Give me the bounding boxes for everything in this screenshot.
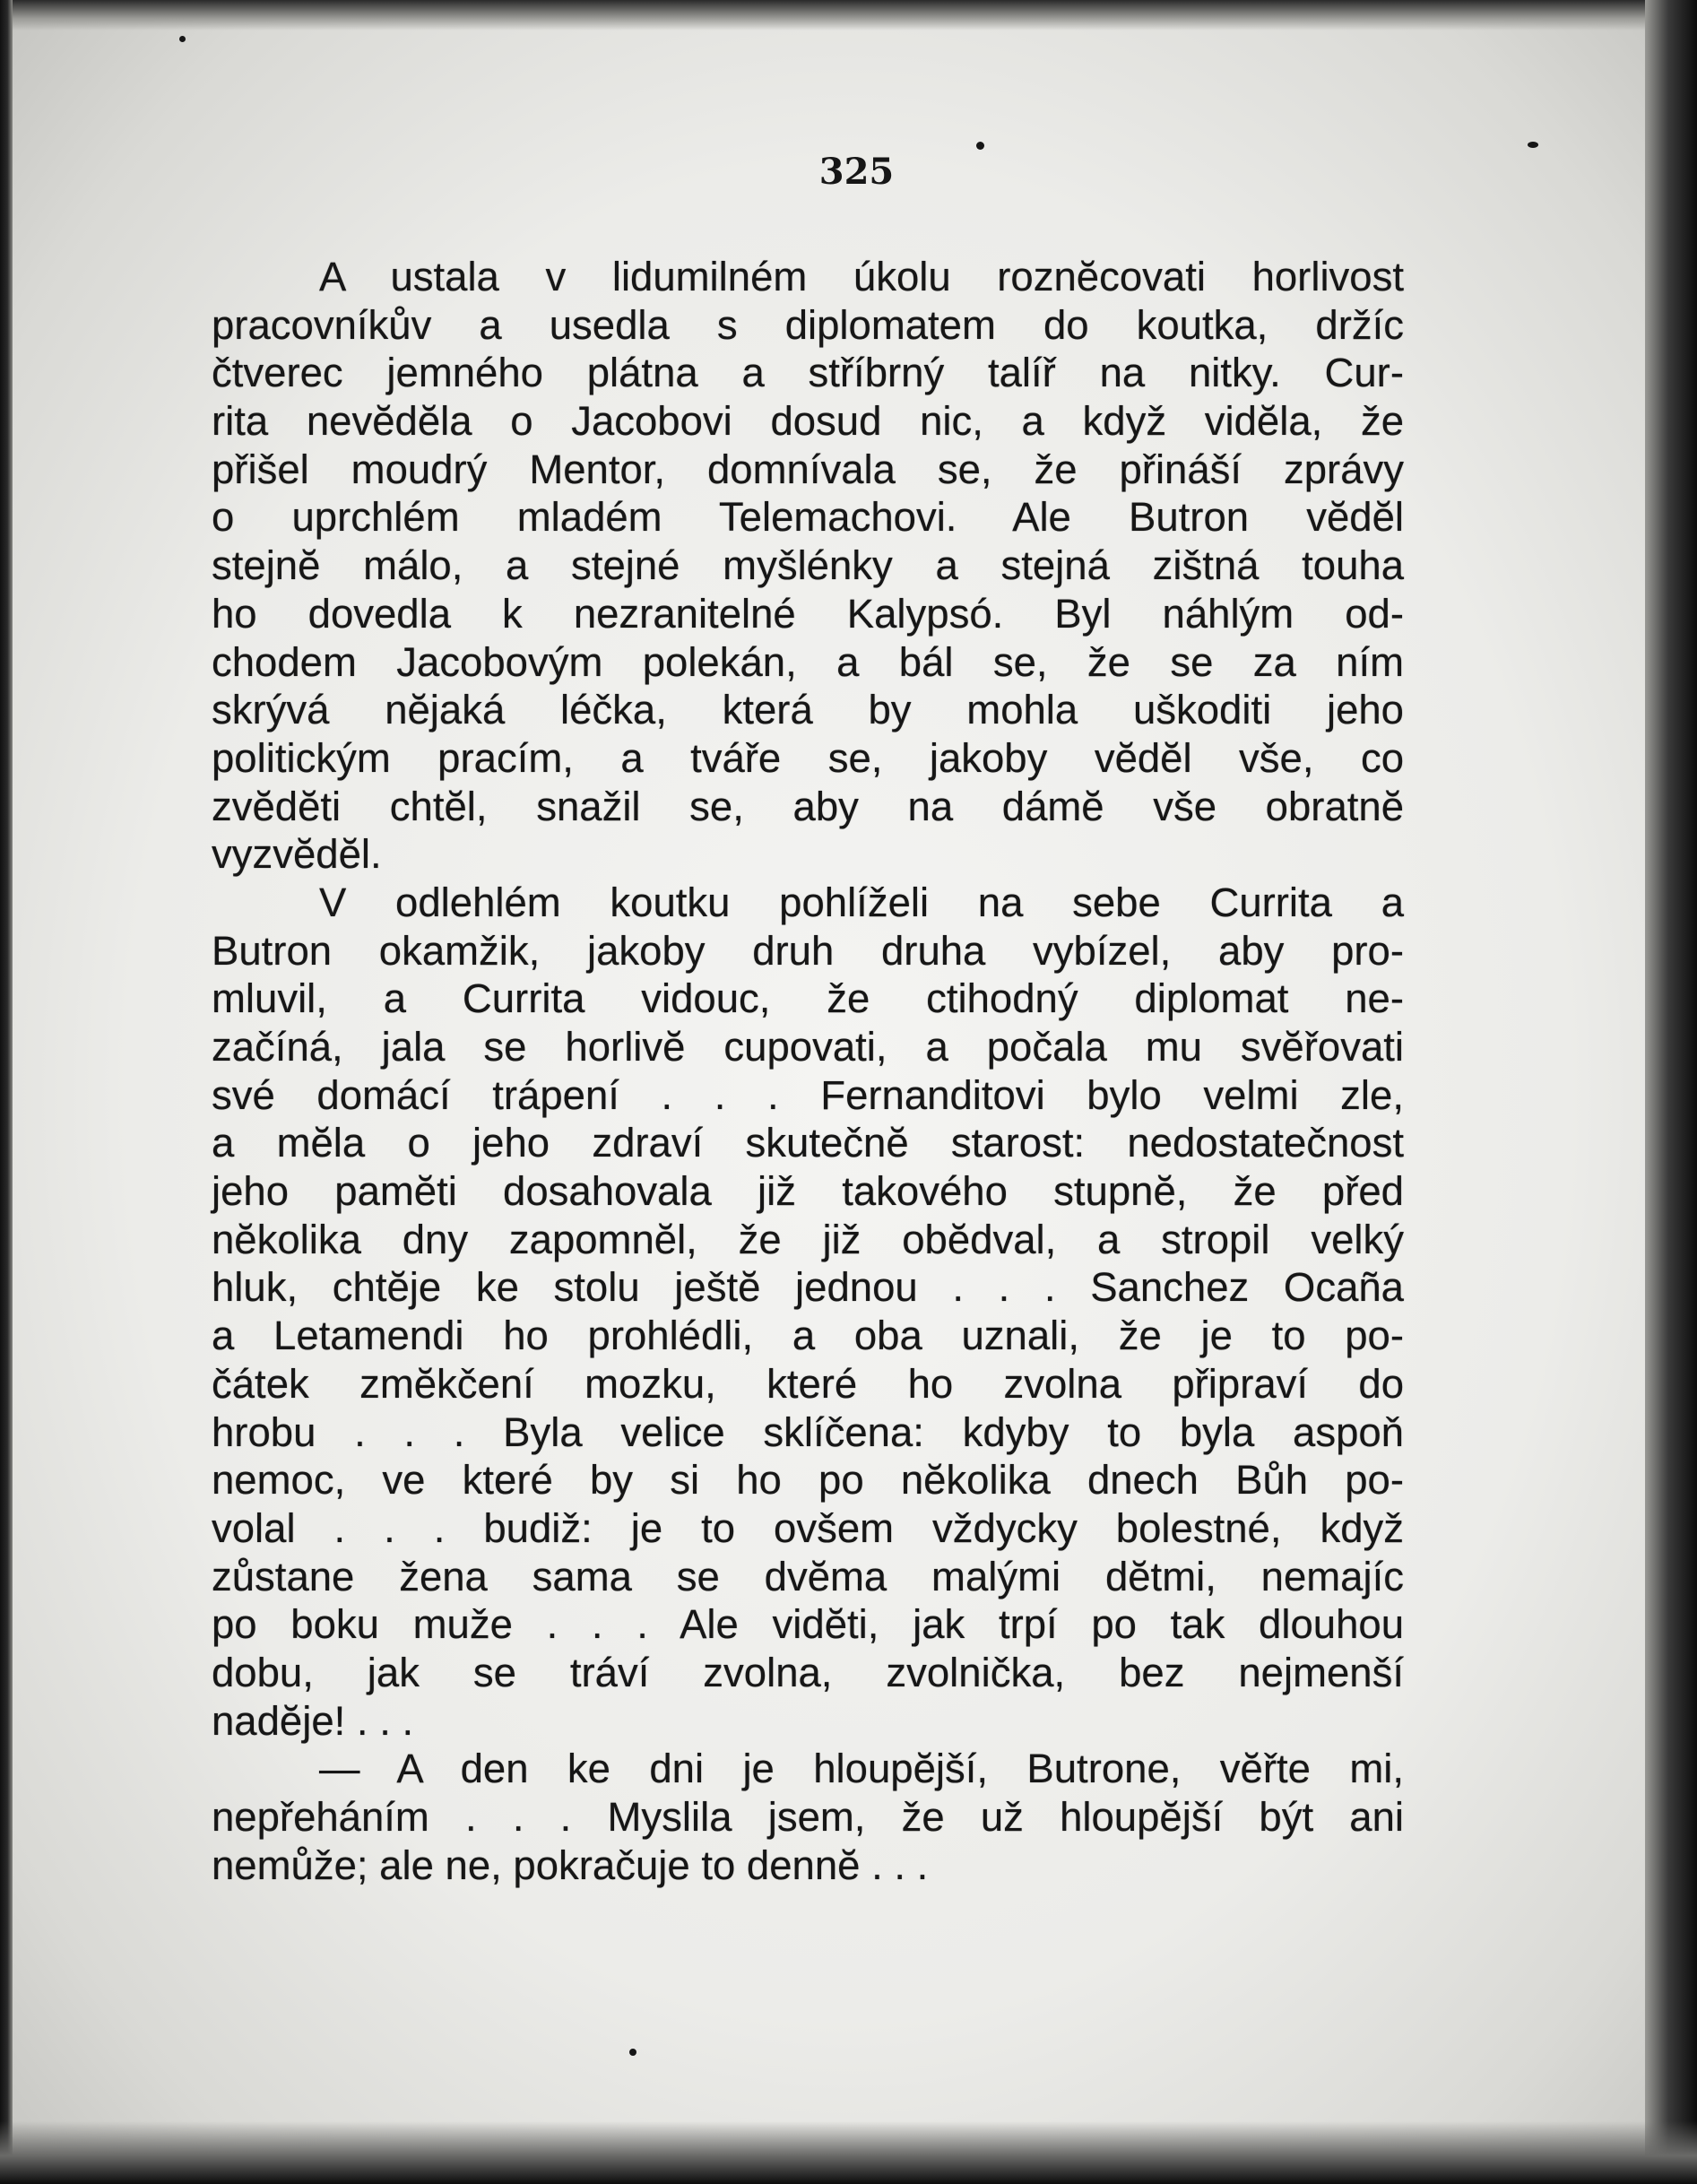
text-line: A ustala v lidumilném úkolu roznĕcovati horlivost <box>319 254 1404 299</box>
text-line: po boku muže . . . Ale vidĕti, jak trpí po tak dlouhou <box>212 1601 1404 1648</box>
dust-speck <box>976 142 984 150</box>
text-line: zůstane žena sama se dvĕma malými dĕtmi, nemajíc <box>212 1553 1404 1599</box>
dust-speck <box>179 36 186 42</box>
text-line: začíná, jala se horlivĕ cupovati, a počala mu svĕřovati <box>212 1024 1404 1070</box>
text-line: nemůže; ale ne, pokračuje to dennĕ . . . <box>212 1842 929 1888</box>
text-line: mluvil, a Currita vidouc, že ctihodný diplomat ne- <box>212 975 1404 1022</box>
text-line: o uprchlém mladém Telemachovi. Ale Butron vĕdĕl <box>212 494 1404 541</box>
scan-edge-left <box>0 0 13 2184</box>
text-line: hrobu . . . Byla velice sklíčena: kdyby to byla aspoň <box>212 1408 1404 1455</box>
body-text <box>212 253 1404 1889</box>
text-line: čtverec jemného plátna a stříbrný talíř na nitky. Cur- <box>212 350 1404 396</box>
text-line: dobu, jak se tráví zvolna, zvolnička, bez nejmenší <box>212 1649 1404 1695</box>
text-line: V odlehlém koutku pohlíželi na sebe Currita a <box>319 879 1404 925</box>
scan-edge-top <box>0 0 1697 30</box>
page-number: 325 <box>818 151 895 193</box>
text-line: pracovníkův a usedla s diplomatem do koutka, držíc <box>212 301 1404 348</box>
text-line: chodem Jacobovým polekán, a bál se, že se za ním <box>212 638 1404 685</box>
text-line: nepřeháním . . . Myslila jsem, že už hloupĕjší být ani <box>212 1794 1404 1840</box>
text-line: a mĕla o jeho zdraví skutečnĕ starost: nedostatečnost <box>212 1120 1404 1166</box>
text-line: rita nevĕdĕla o Jacobovi dosud nic, a když vidĕla, že <box>212 398 1404 445</box>
text-line: přišel moudrý Mentor, domnívala se, že přináší zprávy <box>212 446 1404 492</box>
text-line: — A den ke dni je hloupĕjší, Butrone, vĕřte mi, <box>319 1746 1404 1792</box>
text-line: jeho pamĕti dosahovala již takového stupnĕ, že před <box>212 1168 1404 1215</box>
dust-speck <box>629 2049 636 2056</box>
text-line: volal . . . budiž: je to ovšem vždycky bolestné, když <box>212 1504 1404 1551</box>
dust-speck <box>1528 142 1538 148</box>
text-line: Butron okamžik, jakoby druh druha vybízel, aby pro- <box>212 927 1404 974</box>
text-line: čátek zmĕkčení mozku, které ho zvolna připraví do <box>212 1360 1404 1407</box>
scan-edge-right <box>1645 0 1697 2184</box>
text-line: nadĕje! . . . <box>212 1697 414 1744</box>
scan-edge-bottom <box>0 2121 1697 2184</box>
text-line: hluk, chtĕje ke stolu ještĕ jednou . . . Sanchez Ocaña <box>212 1264 1404 1311</box>
text-line: stejnĕ málo, a stejné myšlénky a stejná zištná touha <box>212 542 1404 589</box>
text-line: nĕkolika dny zapomnĕl, že již obĕdval, a stropil velký <box>212 1216 1404 1262</box>
text-line: politickým pracím, a tváře se, jakoby vĕdĕl vše, co <box>212 734 1404 781</box>
text-line: ho dovedla k nezranitelné Kalypsó. Byl náhlým od- <box>212 590 1404 637</box>
text-line: a Letamendi ho prohlédli, a oba uznali, že je to po- <box>212 1313 1404 1359</box>
text-line: skrývá nĕjaká léčka, která by mohla uškoditi jeho <box>212 687 1404 733</box>
text-line: vyzvĕdĕl. <box>212 831 382 878</box>
text-line: nemoc, ve které by si ho po nĕkolika dnech Bůh po- <box>212 1457 1404 1504</box>
text-line: zvĕdĕti chtĕl, snažil se, aby na dámĕ vše obratnĕ <box>212 783 1404 829</box>
text-line: své domácí trápení . . . Fernanditovi bylo velmi zle, <box>212 1071 1404 1118</box>
